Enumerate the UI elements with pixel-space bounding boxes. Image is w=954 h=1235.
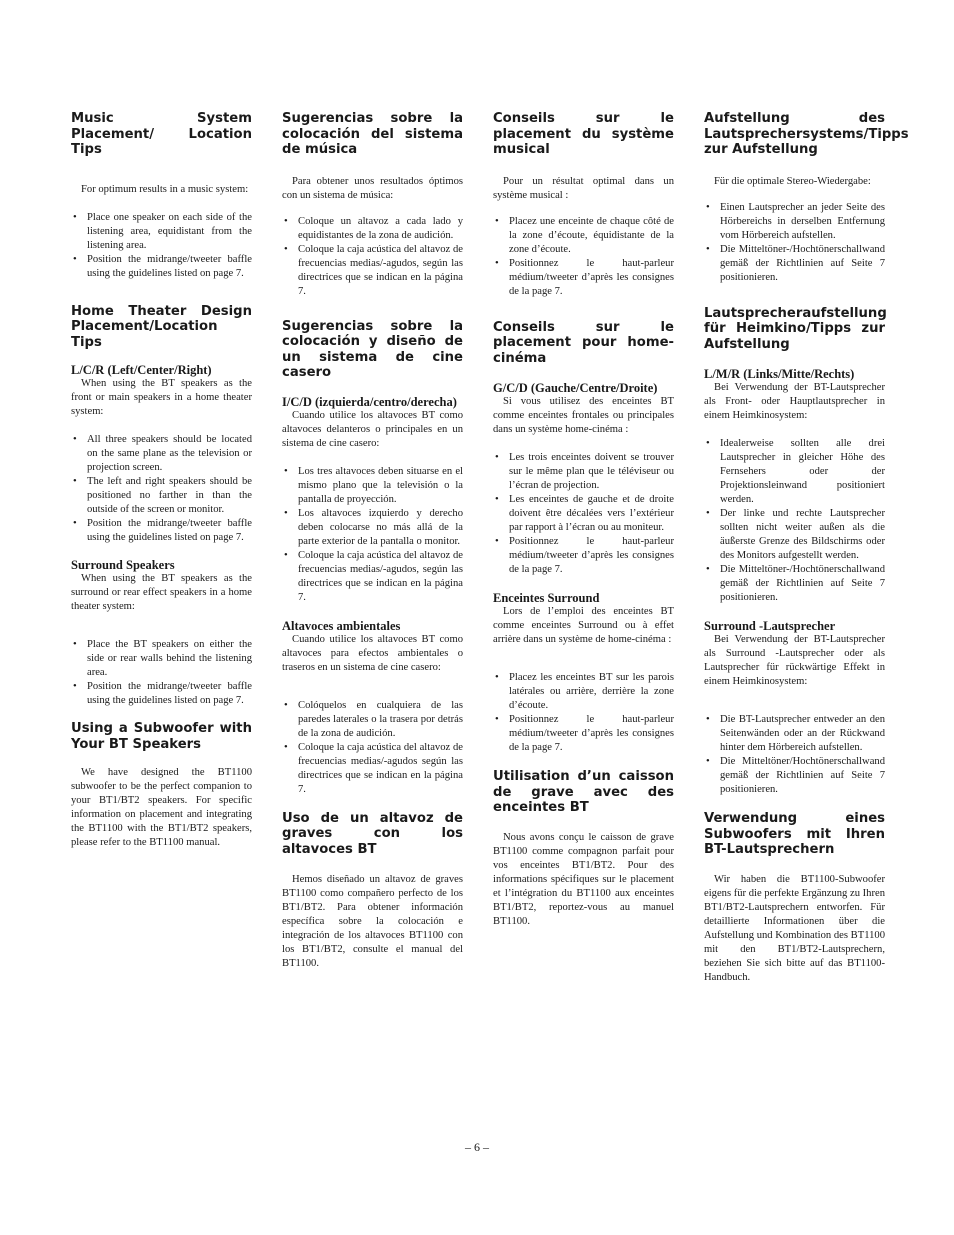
list-item: • The left and right speakers should be positioned no farther in than the outside of the screen or monitor. bbox=[71, 475, 252, 517]
subheading: Altavoces ambientales bbox=[282, 618, 401, 633]
bullet-list bbox=[704, 201, 885, 285]
column-german bbox=[704, 111, 909, 985]
list-item: • Die Mitteltöner/Hochtönerschallwand gemäß der Richtlinien auf Seite 7 positionieren. bbox=[704, 755, 885, 797]
section-intro: Pour un résultat optimal dans un système musical : bbox=[493, 175, 674, 201]
section-heading: Sugerencias sobre la colocación del sistema de música bbox=[282, 111, 463, 157]
list-item: • Los altavoces izquierdo y derecho deben colocarse no más allá de la parte exterior de la pantalla o monitor. bbox=[282, 507, 463, 549]
list-item: • Positionnez le haut-parleur médium/tweeter d’après les consignes de la page 7. bbox=[493, 257, 674, 299]
list-item: • Die BT-Lautsprecher entweder an den Seitenwänden oder an der Rückwand hinter dem Hörbereich aufstellen. bbox=[704, 713, 885, 755]
section-heading: Conseils sur le placement du système musical bbox=[493, 111, 674, 157]
list-item: • Positionnez le haut-parleur médium/tweeter d’après les consignes de la page 7. bbox=[493, 535, 674, 577]
bullet-list bbox=[71, 433, 252, 545]
bullet-list bbox=[71, 638, 252, 708]
bullet-list bbox=[493, 451, 674, 577]
list-item: • Position the midrange/tweeter baffle using the guidelines listed on page 7. bbox=[71, 680, 252, 708]
subheading: I/C/D (izquierda/centro/derecha) bbox=[282, 394, 457, 409]
section-heading: Using a Subwoofer with Your BT Speakers bbox=[71, 721, 252, 752]
column-french bbox=[493, 111, 674, 929]
section-heading: Verwendung eines Subwoofers mit Ihren BT-Lautsprechern bbox=[704, 811, 885, 857]
section-heading: Music System Placement/ Location Tips bbox=[71, 111, 252, 157]
list-item: • Les enceintes de gauche et de droite doivent être décalées vers l’extérieur par rapport à l’écran ou au moniteur. bbox=[493, 493, 674, 535]
section-intro: When using the BT speakers as the surround or rear effect speakers in a home theater system: bbox=[71, 573, 252, 612]
column-spanish bbox=[282, 111, 463, 971]
list-item: • Positionnez le haut-parleur médium/tweeter d’après les consignes de la page 7. bbox=[493, 713, 674, 755]
section-body: Nous avons conçu le caisson de grave BT1100 comme compagnon parfait pour vos enceintes BT1/BT2. Pour des informations spécifiques sur le placement et l’intégration du BT1100 aux enceintes BT1/BT2, reportez-vous au manuel BT1100. bbox=[493, 831, 674, 927]
list-item: • Coloque la caja acústica del altavoz de frecuencias medias/-agudos, según las directrices que se indican en la página 7. bbox=[282, 549, 463, 605]
list-item: • Los tres altavoces deben situarse en el mismo plano que la televisión o la pantalla de proyección. bbox=[282, 465, 463, 507]
column-english bbox=[71, 111, 252, 850]
list-item: • Les trois enceintes doivent se trouver sur le même plan que le téléviseur ou l’écran de projection. bbox=[493, 451, 674, 493]
section-body: Hemos diseñado un altavoz de graves BT1100 como compañero perfecto de los BT1/BT2. Para obtener información específica sobre la colocación e integración de los altavoces BT1100 con los BT1/BT2, consulte el manual del BT1100. bbox=[282, 874, 463, 969]
subheading: Surround -Lautsprecher bbox=[704, 619, 836, 633]
section-intro: For optimum results in a music system: bbox=[81, 183, 249, 195]
bullet-list bbox=[282, 215, 463, 299]
section-heading: Sugerencias sobre la colocación y diseño de un sistema de cine casero bbox=[282, 318, 463, 380]
list-item: • Idealerweise sollten alle drei Lautsprecher in gleicher Höhe des Fernsehers oder der Projektionsleinwand positioniert werden. bbox=[704, 437, 885, 507]
section-heading: Conseils sur le placement pour home-cinéma bbox=[493, 319, 674, 366]
list-item: • Placez les enceintes BT sur les parois latérales ou arrière, derrière la zone d’écoute. bbox=[493, 671, 674, 713]
list-item: • Die Mitteltöner-/Hochtönerschallwand gemäß der Richtlinien auf Seite 7 positionieren. bbox=[704, 243, 885, 285]
subheading: G/C/D (Gauche/Centre/Droite) bbox=[493, 381, 658, 395]
section-heading: Utilisation d’un caisson de grave avec des enceintes BT bbox=[493, 769, 674, 815]
section-intro: Cuando utilice los altavoces BT como altavoces delanteros o principales en un sistema de cine casero: bbox=[282, 409, 463, 449]
section-intro: Bei Verwendung der BT-Lautsprecher als Surround -Lautsprecher oder als Lautsprecher für rückwärtige Effekt in einem Heimkinosystem: bbox=[704, 634, 885, 687]
list-item: • Coloque la caja acústica del altavoz de frecuencias medias/-agudos según las directrices que se indican en la página 7. bbox=[282, 741, 463, 797]
list-item: • Place one speaker on each side of the listening area, equidistant from the listening area. bbox=[71, 211, 252, 253]
list-item: • Position the midrange/tweeter baffle using the guidelines listed on page 7. bbox=[71, 517, 252, 545]
list-item: • Position the midrange/tweeter baffle using the guidelines listed on page 7. bbox=[71, 253, 252, 281]
list-item: • Einen Lautsprecher an jeder Seite des Hörbereichs in derselben Entfernung vom Hörbereich aufstellen. bbox=[704, 201, 885, 243]
section-heading: Home Theater Design Placement/Location Tips bbox=[71, 303, 252, 350]
section-intro: When using the BT speakers as the front or main speakers in a home theater system: bbox=[71, 378, 252, 417]
bullet-list bbox=[71, 211, 252, 281]
list-item: • Coloque un altavoz a cada lado y equidistantes de la zona de audición. bbox=[282, 215, 463, 243]
list-item: • Place the BT speakers on either the side or rear walls behind the listening area. bbox=[71, 638, 252, 680]
bullet-list bbox=[282, 699, 463, 797]
section-intro: Lors de l’emploi des enceintes BT comme enceintes Surround ou à effet arrière dans un système de home-cinéma : bbox=[493, 606, 674, 645]
bullet-list bbox=[704, 713, 885, 797]
subheading: Enceintes Surround bbox=[493, 591, 600, 605]
page-number: – 6 – bbox=[465, 1140, 489, 1154]
section-intro: Für die optimale Stereo-Wiedergabe: bbox=[714, 175, 871, 187]
subheading: L/C/R (Left/Center/Right) bbox=[71, 363, 212, 377]
list-item: • Coloque la caja acústica del altavoz de frecuencias medias/-agudos, según las directrices que se indican en la página 7. bbox=[282, 243, 463, 299]
section-body: We have designed the BT1100 subwoofer to be the perfect companion to your BT1/BT2 speakers. For specific information on placement and integrating the BT1100 with the BT1/BT2 speakers, please refer to the BT1100 manual. bbox=[71, 767, 252, 848]
list-item: • Placez une enceinte de chaque côté de la zone d’écoute, équidistante de la zone d’écoute. bbox=[493, 215, 674, 257]
section-intro: Cuando utilice los altavoces BT como altavoces para efectos ambientales o traseros en un sistema de cine casero: bbox=[282, 633, 463, 673]
bullet-list bbox=[493, 215, 674, 299]
subheading: L/M/R (Links/Mitte/Rechts) bbox=[704, 367, 855, 381]
section-heading: Lautsprecheraufstellung für Heimkino/Tipps zur Aufstellung bbox=[704, 305, 887, 352]
section-body: Wir haben die BT1100-Subwoofer eigens für die perfekte Ergänzung zu Ihren BT1/BT2-Lautsprechern entworfen. Für detaillierte Informationen über die Aufstellung und Kombination des BT1100 mit den BT1/BT2-Lautsprechern, beziehen Sie sich bitte auf das BT1100-Handbuch. bbox=[704, 873, 885, 983]
list-item: • Der linke und rechte Lautsprecher sollten nicht weiter außen als die äußerste Grenze des Bildschirms oder des Monitors aufgestellt werden. bbox=[704, 507, 885, 563]
section-intro: Si vous utilisez des enceintes BT comme enceintes frontales ou principales dans un système home-cinéma : bbox=[493, 396, 674, 435]
bullet-list bbox=[704, 437, 885, 605]
section-intro: Bei Verwendung der BT-Lautsprecher als Front- oder Hauptlautsprecher in einem Heimkinosystem: bbox=[704, 382, 885, 421]
list-item: • All three speakers should be located on the same plane as the television or projection screen. bbox=[71, 433, 252, 475]
section-heading: Uso de un altavoz de graves con los altavoces BT bbox=[282, 810, 463, 857]
section-intro: Para obtener unos resultados óptimos con un sistema de música: bbox=[282, 175, 463, 201]
list-item: • Colóquelos en cualquiera de las paredes laterales o la trasera por detrás de la zona de audición. bbox=[282, 699, 463, 741]
bullet-list bbox=[493, 671, 674, 755]
section-heading: Aufstellung des Lautsprechersystems/Tipps zur Aufstellung bbox=[704, 111, 909, 157]
bullet-list bbox=[282, 465, 463, 605]
subheading: Surround Speakers bbox=[71, 558, 175, 572]
list-item: • Die Mitteltöner-/Hochtönerschallwand gemäß der Richtlinien auf Seite 7 positionieren. bbox=[704, 563, 885, 605]
